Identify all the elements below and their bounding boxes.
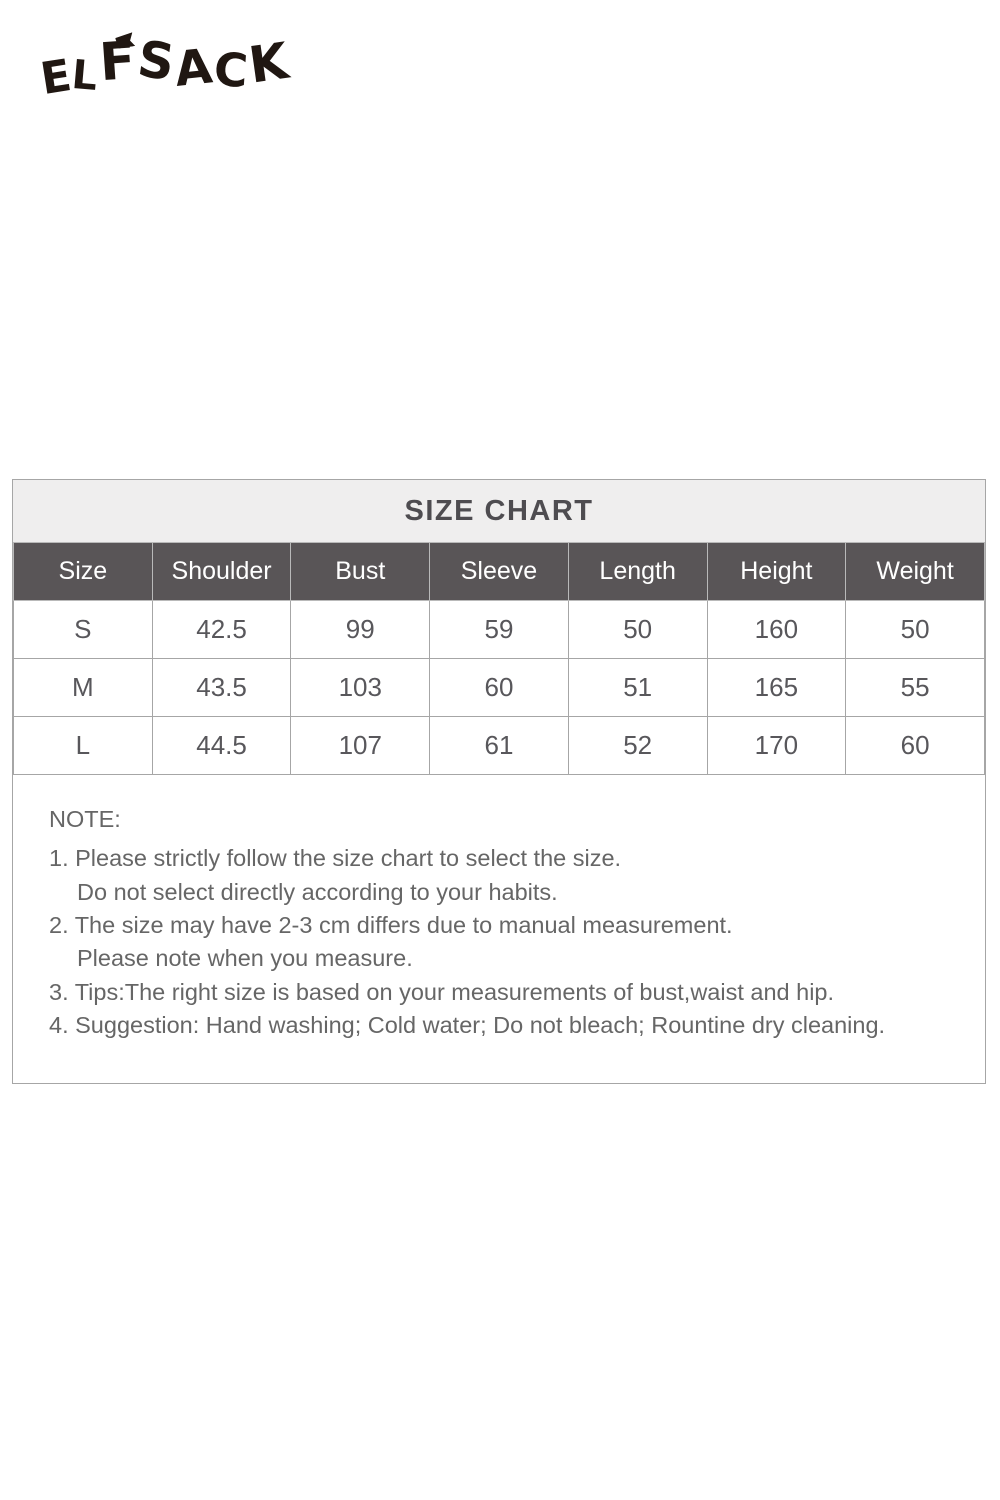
size-cell: 50 [846,601,985,659]
logo-letter: F [97,30,139,94]
size-cell: 44.5 [152,717,291,775]
column-header-length: Length [568,543,707,601]
logo-letter: A [172,38,217,98]
size-cell: M [14,659,153,717]
logo-letter: C [212,41,252,99]
note-lines [49,842,949,1042]
size-cell: 52 [568,717,707,775]
column-header-shoulder: Shoulder [152,543,291,601]
size-cell: 170 [707,717,846,775]
size-row-s [14,601,985,659]
size-cell: 107 [291,717,430,775]
column-header-size: Size [14,543,153,601]
size-chart-panel [12,479,986,1084]
note-line: 1. Please strictly follow the size chart to select the size. [49,845,622,872]
size-cell: 60 [430,659,569,717]
size-cell: 42.5 [152,601,291,659]
size-row-l [14,717,985,775]
size-cell: 50 [568,601,707,659]
note-line: 4. Suggestion: Hand washing; Cold water; Do not bleach; Rountine dry cleaning. [49,1012,886,1039]
size-cell: 61 [430,717,569,775]
size-cell: 103 [291,659,430,717]
size-table-body [14,601,985,775]
size-cell: S [14,601,153,659]
logo-letter: K [245,31,294,95]
note-heading: NOTE: [49,806,121,832]
size-cell: 165 [707,659,846,717]
size-cell: 51 [568,659,707,717]
note-section [13,775,985,1083]
size-cell: 55 [846,659,985,717]
size-cell: 160 [707,601,846,659]
size-table [13,542,985,775]
size-cell: 60 [846,717,985,775]
note-line: 2. The size may have 2-3 cm differs due to manual measurement. [49,912,733,939]
size-row-m [14,659,985,717]
size-cell: 43.5 [152,659,291,717]
column-header-bust: Bust [291,543,430,601]
size-chart-title: SIZE CHART [13,480,985,542]
logo-letter: E [37,49,77,106]
brand-logo [37,29,294,132]
logo-letter: L [69,51,102,101]
logo-text [37,29,294,106]
column-header-weight: Weight [846,543,985,601]
size-cell: 99 [291,601,430,659]
note-line: 3. Tips:The right size is based on your measurements of bust,waist and hip. [49,978,835,1005]
note-line: Please note when you measure. [77,945,413,972]
size-table-head [14,543,985,601]
column-header-height: Height [707,543,846,601]
size-cell: L [14,717,153,775]
note-line: Do not select directly according to your habits. [77,878,558,905]
size-table-header-row [14,543,985,601]
logo-letter: S [134,29,181,93]
size-cell: 59 [430,601,569,659]
column-header-sleeve: Sleeve [430,543,569,601]
